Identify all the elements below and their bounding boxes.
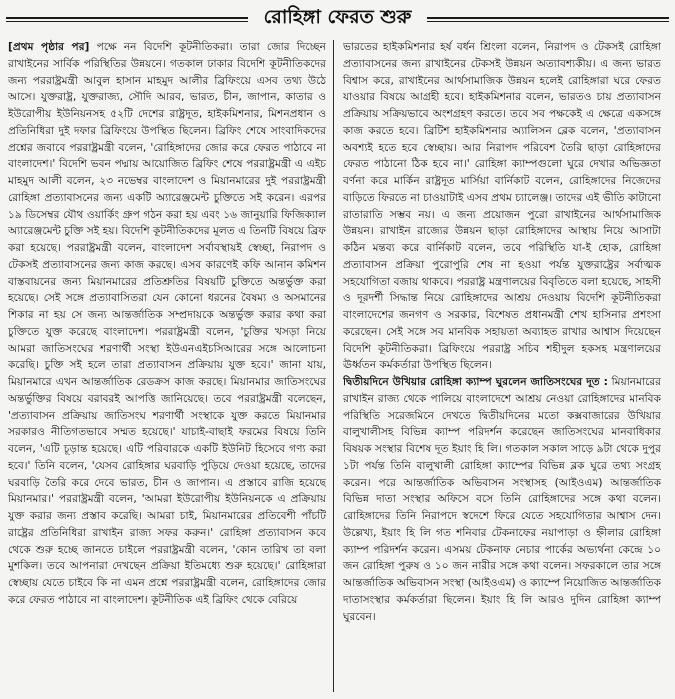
article-header [0,2,675,36]
left-column [8,39,326,693]
left-column-paragraph [8,39,326,609]
right-column-paragraph-2-text: মিয়ানমারের রাখাইন রাজ্য থেকে পালিয়ে বাংলাদেশে আশ্রয় নেওয়া রোহিঙ্গাদের মানবিক পরিস্থিতি সরেজমিনে দেখতে দ্বিতীয়দিনের মতো কক্সবাজারের উখিয়ার বালুখালীসহ বিভিন্ন ক্যাম্প পরিদর্শন করেছেন জাতিসংঘের মানবাধিকার বিষয়ক সংস্থার বিশেষ দূত ইয়াং হি লি। গতকাল সকাল সাড়ে ৯টা থেকে দুপুর ১টা পর্যন্ত তিনি বালুখালী রোহিঙ্গা ক্যাম্পের বিভিন্ন ব্লক ঘুরে তথ্য সংগ্রহ করেন। পরে আন্তর্জাতিক অভিবাসন সংস্থাসহ (আইওএম) আন্তর্জাতিক বিভিন্ন দাতা সংস্থার অফিসে বসে তিনি রোহিঙ্গাদের সঙ্গে কথা বলেন। রোহিঙ্গাদের তিনি নিরাপদে স্বদেশে ফিরে যেতে সহযোগিতার আশ্বাস দেন। উল্লেখ্য, ইয়াং হি লি গত শনিবার টেকনাফের নয়াপাড়া ও হ্নীলার রোহিঙ্গা ক্যাম্প পরিদর্শন করেন। এসময় টেকনাফ নেচার পার্কের অভ্যর্থনা কেন্দ্রে ১০ জন রোহিঙ্গা পুরুষ ও ১০ জন নারীর সঙ্গে কথা বলেন। সফরকালে তার সঙ্গে আন্তর্জাতিক অভিবাসন সংস্থা (আইওএম) ও ক্যাম্পে নিয়োজিত আন্তর্জাতিক দাতাসংস্থার কর্মকর্তারা ছিলেন। ইয়াং হি লি আরও দুদিন রোহিঙ্গা ক্যাম্প ঘুরবেন। [343,376,661,623]
section-subheading: দ্বিতীয়দিনে উখিয়ার রোহিঙ্গা ক্যাম্প ঘুরলেন জাতিসংঘের দূত : [343,376,608,388]
left-column-text: পক্ষে নন বিদেশি কূটনীতিকরা। তারা জোর দিচ্ছেন রাখাইনের সার্বিক পরিস্থিতির উন্নয়নে। গতকাল ঢাকার বিদেশি কূটনীতিকদের জন্য পররাষ্ট্রমন্ত্রী আবুল হাসান মাহমুদ আলীর ব্রিফিংয়ে এসব তথ্য উঠে আসে। যুক্তরাষ্ট্র, যুক্তরাজ্য, সৌদি আরব, ভারত, চীন, জাপান, কাতার ও ইউরোপীয় ইউনিয়নসহ ৫২টি দেশের রাষ্ট্রদূত, হাইকমিশনার, মিশনপ্রধান ও প্রতিনিধিরা দুই দফার ব্রিফিংয়ে উপস্থিত ছিলেন। ব্রিফিং শেষে সাংবাদিকদের প্রশ্নের জবাবে পররাষ্ট্রমন্ত্রী বলেন, 'রোহিঙ্গাদের জোর করে ফেরত পাঠাবে না বাংলাদেশ।' বিদেশি ভবন পদ্মায় আয়োজিত ব্রিফিং শেষে পররাষ্ট্রমন্ত্রী এ এইচ মাহমুদ আলী বলেন, ২৩ নভেম্বর বাংলাদেশ ও মিয়ানমারের দুই পররাষ্ট্রমন্ত্রী রোহিঙ্গা প্রত্যাবাসনের জন্য একটি অ্যারেঞ্জমেন্ট চুক্তিতে সই করেন। এরপর ১৯ ডিসেম্বর যৌথ ওয়ার্কিং গ্রুপ গঠন করা হয় এবং ১৬ জানুয়ারি ফিজিক্যাল অ্যারেঞ্জমেন্ট চুক্তি সই হয়। বিদেশি কূটনীতিকদের মূলত এ তিনটি বিষয়ে ব্রিফ করা হয়েছে। পররাষ্ট্রমন্ত্রী বলেন, বাংলাদেশ সর্বাবস্থায়ই স্বেচ্ছা, নিরাপদ ও টেকসই প্রত্যাবাসনের জন্য কাজ করছে। এসব কারণেই কফি আনান কমিশন বাস্তবায়নের জন্য মিয়ানমারের প্রতিশ্রুতির বিষয়টি চুক্তিতে অন্তর্ভুক্ত করা হয়েছে। সেই সঙ্গে প্রত্যাবাসিতরা যেন কোনো ধরনের বৈষম্য ও অসমানের শিকার না হয় সে জন্য আন্তর্জাতিক সম্প্রদায়কে অন্তর্ভুক্ত করার কথা করা চুক্তিতে যুক্ত করেছে বাংলাদেশ। পররাষ্ট্রমন্ত্রী বলেন, 'চুক্তির খসড়া নিয়ে আমরা জাতিসংঘের শরণার্থী সংস্থা ইউএনএইচসিআরের সঙ্গে আলোচনা করেছি। চুক্তি সই হলে তারা প্রত্যাবাসন প্রক্রিয়ায় যুক্ত হবে।' জানা যায়, মিয়ানমারে এখন আন্তর্জাতিক রেডক্রস কাজ করছে। মিয়ানমার জাতিসংঘের অন্তর্ভুক্তির বিষয়ে বরাবরই আপত্তি জানিয়েছে। তবে পররাষ্ট্রমন্ত্রী বলেছেন, 'প্রত্যাবাসন প্রক্রিয়ায় জাতিসংঘ শরণার্থী সংস্থাকে যুক্ত করতে মিয়ানমার সরকারও নীতিগতভাবে সম্মত হয়েছে।' যাচাই-বাছাই ফরমের বিষয়ে তিনি বলেন, 'এটি চূড়ান্ত হয়েছে। এটি পরিবারকে একটি ইউনিট হিসেবে গণ্য করা হবে।' তিনি বলেন, 'যেসব রোহিঙ্গার ঘরবাড়ি পুড়িয়ে দেওয়া হয়েছে, তাদের ঘরবাড়ি তৈরি করে দেবে ভারত, চীন ও জাপান। এ প্রস্তাবে রাজি হয়েছে মিয়ানমার।' পররাষ্ট্রমন্ত্রী বলেন, 'আমরা ইউরোপীয় ইউনিয়নকে এ প্রক্রিয়ায় যুক্ত করার জন্য প্রস্তাব করেছি। আমরা চাই, মিয়ানমারের প্রতিবেশী পাঁচটি রাষ্ট্রের প্রতিনিধিরা রাখাইন রাজ্য সফর করুন।' রোহিঙ্গা প্রত্যাবাসন কবে থেকে শুরু হচ্ছে জানতে চাইলে পররাষ্ট্রমন্ত্রী বলেন, 'কোন তারিখ তা বলা মুশকিল। তবে আপনারা দেখছেন প্রক্রিয়া ইতিমধ্যে শুরু হয়েছে।' রোহিঙ্গারা স্বেচ্ছায় যেতে চাইবে কি না এমন প্রশ্নে পররাষ্ট্রমন্ত্রী বলেন, রোহিঙ্গাদের জোর করে ফেরত পাঠাবে না বাংলাদেশ। কূটনীতিক এই ব্রিফিং থেকে বেরিয়ে [8,41,326,606]
right-column-paragraph-1: ভারতের হাইকমিশনার হর্ষ বর্ধন শ্রিংলা বলেন, নিরাপদ ও টেকসই রোহিঙ্গা প্রত্যাবাসনের জন্য রাখাইনের টেকসই উন্নয়ন অত্যাবশ্যকীয়। এ জন্য ভারত বিশ্বাস করে, রাখাইনের আর্থসামাজিক উন্নয়ন হলেই রোহিঙ্গারা ঘরে ফেরত যাওয়ার বিষয়ে আগ্রহী হবে। হাইকমিশনার বলেন, ভারতও চায় প্রত্যাবাসন প্রক্রিয়ায় সক্রিয়ভাবে অংশগ্রহণ করতে। তবে সব পক্ষকেই এ ক্ষেত্রে একসঙ্গে কাজ করতে হবে। ব্রিটিশ হাইকমিশনার অ্যালিসন ব্লেক বলেন, 'প্রত্যাবাসন অবশ্যই হতে হবে স্বেচ্ছায়। আর নিরাপদ পরিবেশ তৈরি ছাড়া রোহিঙ্গাদের ফেরত পাঠানো ঠিক হবে না।' রোহিঙ্গা ক্যাম্পগুলো ঘুরে দেখার অভিজ্ঞতা বর্ণনা করে মার্কিন রাষ্ট্রদূত মার্সিয়া বার্নিকাট বলেন, রোহিঙ্গাদের নিজেদের বাড়িতে ফিরতে না চাওয়াটাই এসব প্রথম চ্যালেঞ্জ। তাদের এই ভীতি কাটানো রাতারাতি সম্ভব নয়। এ জন্য প্রয়োজন পুরো রাখাইনের আর্থসামাজিক উন্নয়ন। রাখাইন রাজ্যের উন্নয়ন ছাড়া রোহিঙ্গাদের আস্থায় নিয়ে আসাটা কঠিন মন্তব্য করে বার্নিকাট বলেন, তবে পরিস্থিতি যা-ই হোক, রোহিঙ্গা প্রত্যাবাসন প্রক্রিয়া পুরোপুরি শেষ না হওয়া পর্যন্ত যুক্তরাষ্ট্রের সর্বাত্মক সহযোগিতা বজায় থাকবে। পররাষ্ট্র মন্ত্রণালয়ের বিবৃতিতে বলা হয়েছে, সাহসী ও দূরদর্শী সিদ্ধান্ত নিয়ে রোহিঙ্গাদের আশ্রয় দেওয়ায় বিদেশি কূটনীতিকরা বাংলাদেশের জনগণ ও সরকার, বিশেষত প্রধানমন্ত্রী শেখ হাসিনার প্রশংসা করেছেন। সেই সঙ্গে সব মানবিক সহায়তা অব্যাহত রাখার আশ্বাস দিয়েছেন বিদেশি কূটনীতিকরা। ব্রিফিংয়ে পররাষ্ট্র সচিব শহীদুল হকসহ মন্ত্রণালয়ের ঊর্ধ্বতন কর্মকর্তারা উপস্থিত ছিলেন। [343,41,661,372]
column-divider [333,40,334,692]
header-rule-left [6,17,248,22]
right-column-paragraph-2 [343,374,661,625]
header-rule-right [427,17,669,22]
right-column [343,39,661,693]
article-title: রোহিঙ্গা ফেরত শুরু [263,6,412,28]
jump-label: [প্রথম পৃষ্ঠার পর] [8,41,90,53]
